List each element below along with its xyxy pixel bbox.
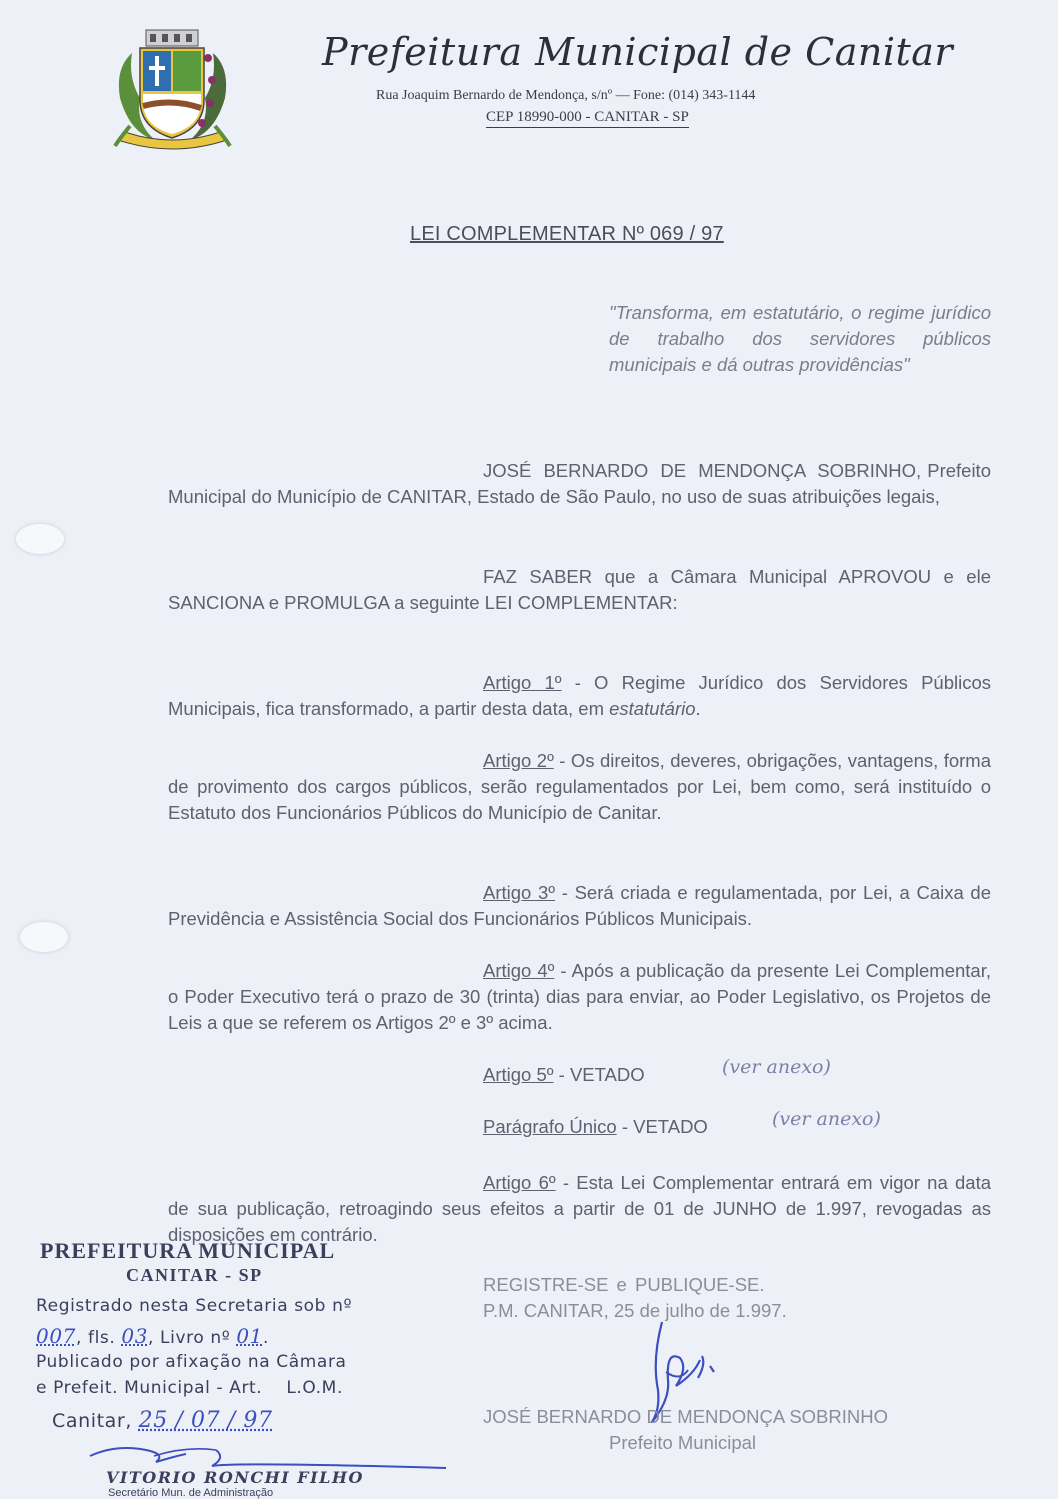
article-6-text: - Esta Lei Complementar entrará em vigor na data de sua publicação, retroagindo seus efeitos a partir de 01 de JUNHO de 1.997, revogadas as disposições em contrário. <box>168 1172 992 1245</box>
article-5-text: - VETADO <box>553 1064 645 1085</box>
article-6 <box>168 1170 991 1248</box>
paragraph-unico-text: - VETADO <box>616 1116 708 1137</box>
paragraph-unico-label: Parágrafo Único <box>483 1116 617 1137</box>
stamp-date-value: 25 / 07 / 97 <box>138 1408 273 1433</box>
article-5-label: Artigo 5º <box>483 1064 554 1085</box>
article-4 <box>168 958 991 1036</box>
register-publish: REGISTRE-SE e PUBLIQUE-SE. <box>483 1274 765 1295</box>
punch-hole-mark <box>16 524 64 554</box>
place-date: P.M. CANITAR, 25 de julho de 1.997. <box>483 1300 787 1321</box>
stamp-fls-number: 03 <box>121 1324 149 1348</box>
article-4-text: - Após a publicação da presente Lei Complementar, o Poder Executivo terá o prazo de 30 (trinta) dias para enviar, ao Poder Legislativo, os Projetos de Leis a que se referem os Artigos 2º e 3º acima. <box>168 960 991 1033</box>
article-3 <box>168 880 991 932</box>
article-5-handwritten-note: (ver anexo) <box>722 1056 831 1078</box>
stamp-signer-role: Secretário Mun. de Administração <box>108 1487 274 1499</box>
stamp-date-line <box>52 1408 273 1433</box>
paragraph-handwritten-note: (ver anexo) <box>772 1108 881 1130</box>
article-1-label: Artigo 1º <box>483 672 562 693</box>
stamp-date-label: Canitar, <box>52 1410 132 1432</box>
article-1: Artigo 1º - O Regime Jurídico dos Servidores Públicos Municipais, fica transformado, a partir desta data, em estatutário. <box>168 672 991 719</box>
header-cep: CEP 18990-000 - CANITAR - SP <box>486 109 689 128</box>
intro-text: Prefeito Municipal do Município de CANITAR, Estado de São Paulo, no uso de suas atribuições legais, <box>168 460 991 507</box>
stamp-subheader: CANITAR - SP <box>126 1265 263 1285</box>
article-2-text: - Os direitos, deveres, obrigações, vantagens, forma de provimento dos cargos públicos, serão regulamentados por Lei, bem como, será instituído o Estatuto dos Funcionários Públicos do Município de Canitar. <box>168 750 991 823</box>
article-3-text: - Será criada e regulamentada, por Lei, a Caixa de Previdência e Assistência Social dos Funcionários Públicos Municipais. <box>168 882 992 929</box>
header-title: Prefeitura Municipal de Canitar <box>322 30 954 74</box>
stamp-article-line: e Prefeit. Municipal - Art. L.O.M. <box>36 1378 343 1398</box>
paragraph-unico <box>483 1116 708 1138</box>
stamp-signer-name: VITORIO RONCHI FILHO <box>106 1468 364 1487</box>
stamp-livro-number: 01 <box>236 1324 263 1348</box>
stamp-numbers-line: 007, fls. 03, Livro nº 01. <box>36 1324 270 1348</box>
stamp-livro-label: , Livro nº <box>148 1328 231 1348</box>
stamp-header: PREFEITURA MUNICIPAL <box>40 1238 336 1263</box>
article-3-label: Artigo 3º <box>483 882 556 903</box>
article-6-label: Artigo 6º <box>483 1172 556 1193</box>
signer-name: JOSÉ BERNARDO DE MENDONÇA SOBRINHO <box>483 1406 889 1427</box>
article-1-text: - O Regime Jurídico dos Servidores Públicos Municipais, fica transformado, a partir desta data, em <box>168 672 991 719</box>
article-5 <box>483 1064 645 1086</box>
faz-saber-text: FAZ SABER que a Câmara Municipal APROVOU e ele SANCIONA e PROMULGA a seguinte LEI COMPLEMENTAR: <box>168 566 991 613</box>
stamp-reg-number: 007 <box>36 1324 76 1348</box>
law-title: LEI COMPLEMENTAR Nº 069 / 97 <box>410 223 724 245</box>
signer-role: Prefeito Municipal <box>609 1432 757 1453</box>
law-ementa: "Transforma, em estatutário, o regime jurídico de trabalho dos servidores públicos municipais e dá outras providências" <box>609 302 991 375</box>
article-2 <box>168 748 991 826</box>
mayor-name: JOSÉ BERNARDO DE MENDONÇA SOBRINHO, <box>483 460 922 481</box>
article-4-label: Artigo 4º <box>483 960 555 981</box>
header-address: Rua Joaquim Bernardo de Mendonça, s/nº — Fone: (014) 343-1144 <box>376 88 756 103</box>
article-2-label: Artigo 2º <box>483 750 554 771</box>
faz-saber-paragraph <box>168 564 991 616</box>
stamp-fls-label: , fls. <box>75 1328 116 1348</box>
article-1-emphasis: estatutário <box>609 698 696 719</box>
stamp-registration-line: Registrado nesta Secretaria sob nº <box>36 1296 353 1316</box>
punch-hole-mark <box>20 922 68 952</box>
stamp-publication-line: Publicado por afixação na Câmara <box>36 1352 347 1372</box>
municipal-crest <box>110 28 235 156</box>
intro-paragraph <box>168 458 991 510</box>
